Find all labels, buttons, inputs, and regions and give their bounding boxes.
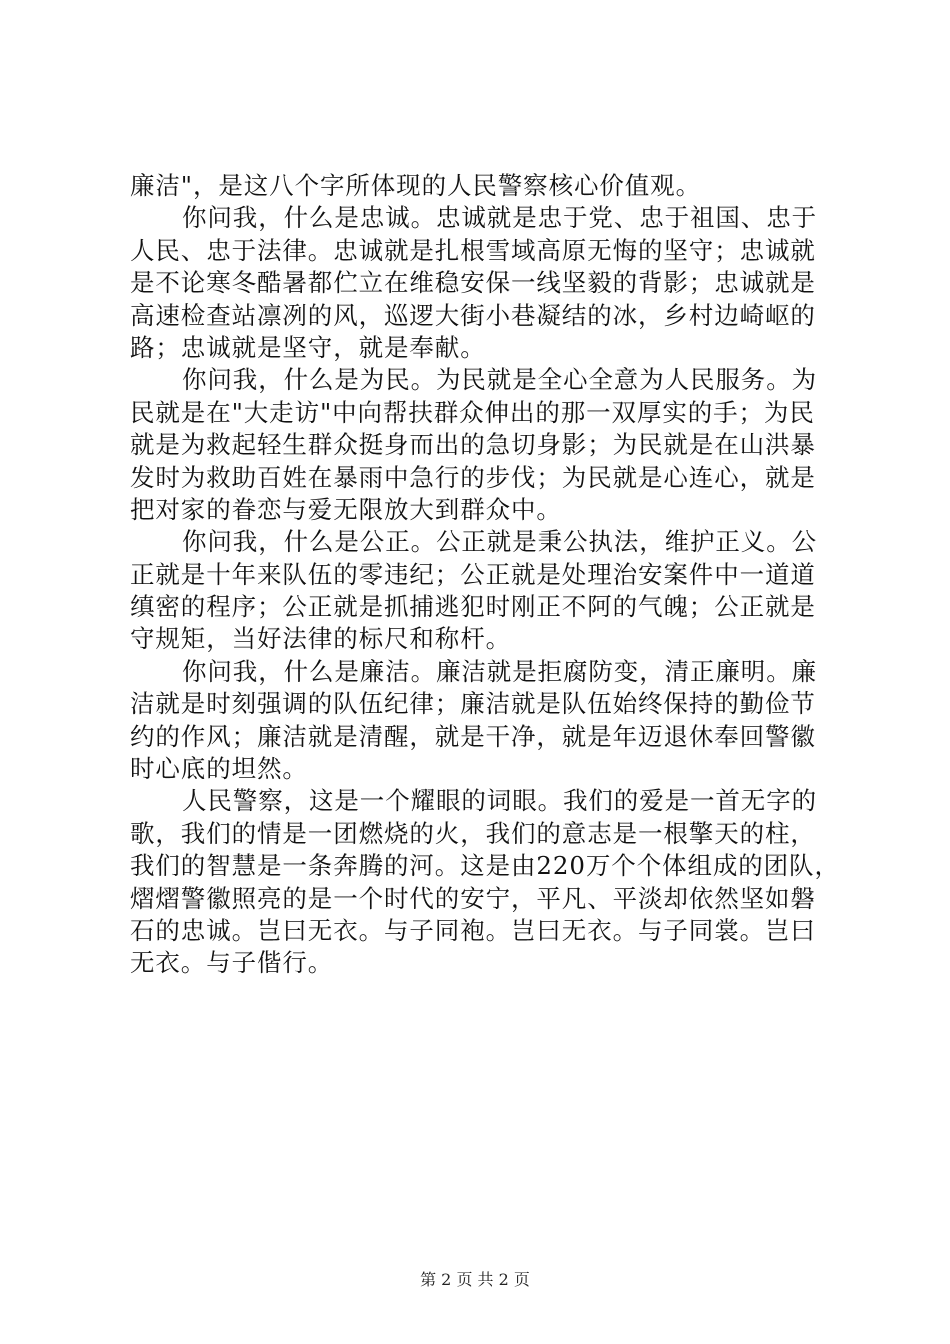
text-line: 人民、忠于法律。忠诚就是扎根雪域高原无悔的坚守；忠诚就: [130, 235, 816, 265]
text-line: 守规矩，当好法律的标尺和称杆。: [130, 624, 511, 654]
text-line: 就是为救起轻生群众挺身而出的急切身影；为民就是在山洪暴: [130, 430, 816, 460]
text-line: 歌，我们的情是一团燃烧的火，我们的意志是一根擎天的柱，: [130, 818, 816, 848]
text-line: 民就是在"大走访"中向帮扶群众伸出的那一双厚实的手；为民: [130, 397, 815, 427]
document-body: [130, 170, 840, 980]
text-line: 无衣。与子偕行。: [130, 948, 334, 978]
text-line: 洁就是时刻强调的队伍纪律；廉洁就是队伍始终保持的勤俭节: [130, 689, 816, 719]
text-line: 约的作风；廉洁就是清醒，就是干净，就是年迈退休奉回警徽: [130, 721, 816, 751]
text-line: 石的忠诚。岂曰无衣。与子同袍。岂曰无衣。与子同裳。岂曰: [130, 915, 816, 945]
page-footer: 第 2 页 共 2 页: [420, 1270, 530, 1289]
text-line: 正就是十年来队伍的零违纪；公正就是处理治安案件中一道道: [130, 559, 816, 589]
text-line: 熠熠警徽照亮的是一个时代的安宁，平凡、平淡却依然坚如磐: [130, 883, 816, 913]
text-line: 时心底的坦然。: [130, 754, 308, 784]
text-line: 路；忠诚就是坚守，就是奉献。: [130, 332, 486, 362]
text-line: 是不论寒冬酷暑都伫立在维稳安保一线坚毅的背影；忠诚就是: [130, 268, 816, 298]
text-line: 你问我，什么是忠诚。忠诚就是忠于党、忠于祖国、忠于: [182, 203, 817, 233]
text-line: 你问我，什么是为民。为民就是全心全意为人民服务。为: [182, 365, 817, 395]
text-line: 我们的智慧是一条奔腾的河。这是由220万个个体组成的团队，: [130, 851, 840, 881]
text-line: 廉洁"，是这八个字所体现的人民警察核心价值观。: [130, 171, 701, 200]
text-line: 高速检查站凛冽的风，巡逻大街小巷凝结的冰，乡村边崎岖的: [130, 300, 816, 330]
text-line: 你问我，什么是廉洁。廉洁就是拒腐防变，清正廉明。廉: [182, 656, 817, 686]
text-line: 把对家的眷恋与爱无限放大到群众中。: [130, 494, 562, 524]
text-line: 缜密的程序；公正就是抓捕逃犯时刚正不阿的气魄；公正就是: [130, 592, 816, 622]
text-line: 人民警察，这是一个耀眼的词眼。我们的爱是一首无字的: [182, 786, 817, 816]
text-line: 你问我，什么是公正。公正就是秉公执法，维护正义。公: [182, 527, 817, 557]
text-line: 发时为救助百姓在暴雨中急行的步伐；为民就是心连心，就是: [130, 462, 816, 492]
